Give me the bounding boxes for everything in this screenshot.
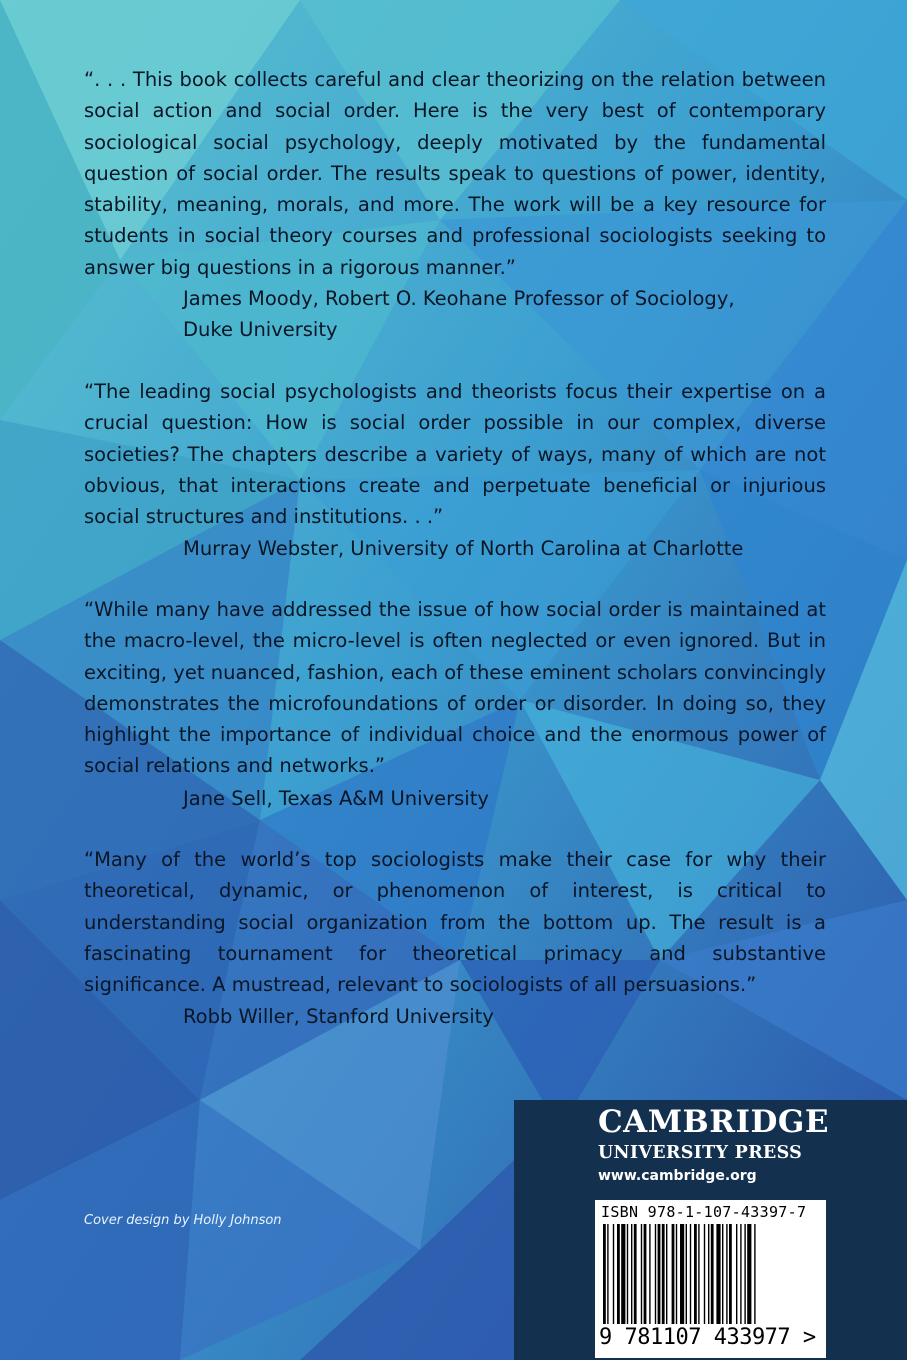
barcode-bar	[641, 1224, 642, 1324]
publisher-panel	[514, 1100, 907, 1360]
review-attribution-3: Jane Sell, Texas A&M University	[183, 787, 489, 810]
barcode-bar	[754, 1224, 755, 1324]
barcode-box	[595, 1200, 826, 1358]
review-quote-2: “The leading social psychologists and theorists focus their expertise on a crucial question: How is social order possible in our complex, diverse societies? The chapters describe a variety of ways, many of which are not obvious, that interactions create and perpetuate beneficial or injurious social structures and institutions. . .”	[84, 380, 826, 529]
barcode-bar	[744, 1224, 745, 1324]
barcode-digits: 9 781107 433977 >	[599, 1325, 816, 1350]
barcode-bar	[690, 1224, 691, 1324]
barcode-icon	[603, 1224, 819, 1324]
barcode-bar	[716, 1224, 720, 1324]
barcode-bar	[680, 1224, 684, 1324]
barcode-bar	[726, 1224, 727, 1324]
barcode-bar	[621, 1224, 625, 1324]
attribution-line: Duke University	[183, 318, 338, 342]
barcode-bar	[662, 1224, 665, 1324]
barcode-bar	[649, 1224, 650, 1324]
publisher-name: CAMBRIDGE	[598, 1104, 829, 1140]
barcode-bar	[736, 1224, 737, 1324]
barcode-bar	[722, 1224, 723, 1324]
barcode-bar	[698, 1224, 699, 1324]
barcode-bar	[672, 1224, 675, 1324]
barcode-bar	[603, 1224, 606, 1324]
barcode-bar	[729, 1224, 732, 1324]
barcode-bar	[634, 1224, 637, 1324]
review-attribution-2: Murray Webster, University of North Carolina at Charlotte	[183, 537, 744, 560]
review-attribution-1	[183, 283, 823, 346]
barcode-bar	[740, 1224, 741, 1324]
publisher-url: www.cambridge.org	[598, 1168, 757, 1184]
review-quote-4: “Many of the world’s top sociologists make their case for why their theoretical, dynamic, or phenomenon of interest, is critical to understanding social organization from the bottom up. The result is a fascinating tournament for theoretical primacy and substantive significance. A mustread, relevant to sociologists of all persuasions.”	[84, 848, 826, 997]
barcode-bar	[655, 1224, 656, 1324]
review-quote-1: “. . . This book collects careful and clear theorizing on the relation between social action and social order. Here is the very best of contemporary sociological social psychology, deeply motivated by the fundamental question of social order. The results speak to questions of power, identity, stability, meaning, morals, and more. The work will be a key resource for students in social theory courses and professional sociologists seeking to answer big questions in a rigorous manner.”	[84, 68, 826, 279]
barcode-bar	[747, 1224, 751, 1324]
barcode-bar	[617, 1224, 620, 1324]
barcode-bar	[708, 1224, 709, 1324]
barcode-bar	[644, 1224, 647, 1324]
publisher-subname: UNIVERSITY PRESS	[598, 1143, 803, 1163]
barcode-bar	[658, 1224, 661, 1324]
review-quote-3: “While many have addressed the issue of how social order is maintained at the macro-level, the micro-level is often neglected or even ignored. But in exciting, yet nuanced, fashion, each of these eminent scholars convincingly demonstrates the microfoundations of order or disorder. In doing so, they highlight the importance of individual choice and the enormous power of social relations and networks.”	[84, 598, 826, 778]
barcode-bar	[613, 1224, 614, 1324]
barcode-bar	[686, 1224, 687, 1324]
barcode-bar	[631, 1224, 632, 1324]
attribution-line: James Moody, Robert O. Keohane Professor of Sociology,	[183, 287, 735, 310]
isbn-label: ISBN 978-1-107-43397-7	[601, 1203, 807, 1221]
barcode-bar	[676, 1224, 677, 1324]
barcode-bar	[711, 1224, 714, 1324]
barcode-bar	[704, 1224, 705, 1324]
barcode-bar	[607, 1224, 608, 1324]
review-attribution-4: Robb Willer, Stanford University	[183, 1005, 494, 1028]
barcode-bar	[694, 1224, 697, 1324]
barcode-bar	[666, 1224, 667, 1324]
barcode-bar	[627, 1224, 628, 1324]
cover-design-credit: Cover design by Holly Johnson	[84, 1213, 282, 1228]
